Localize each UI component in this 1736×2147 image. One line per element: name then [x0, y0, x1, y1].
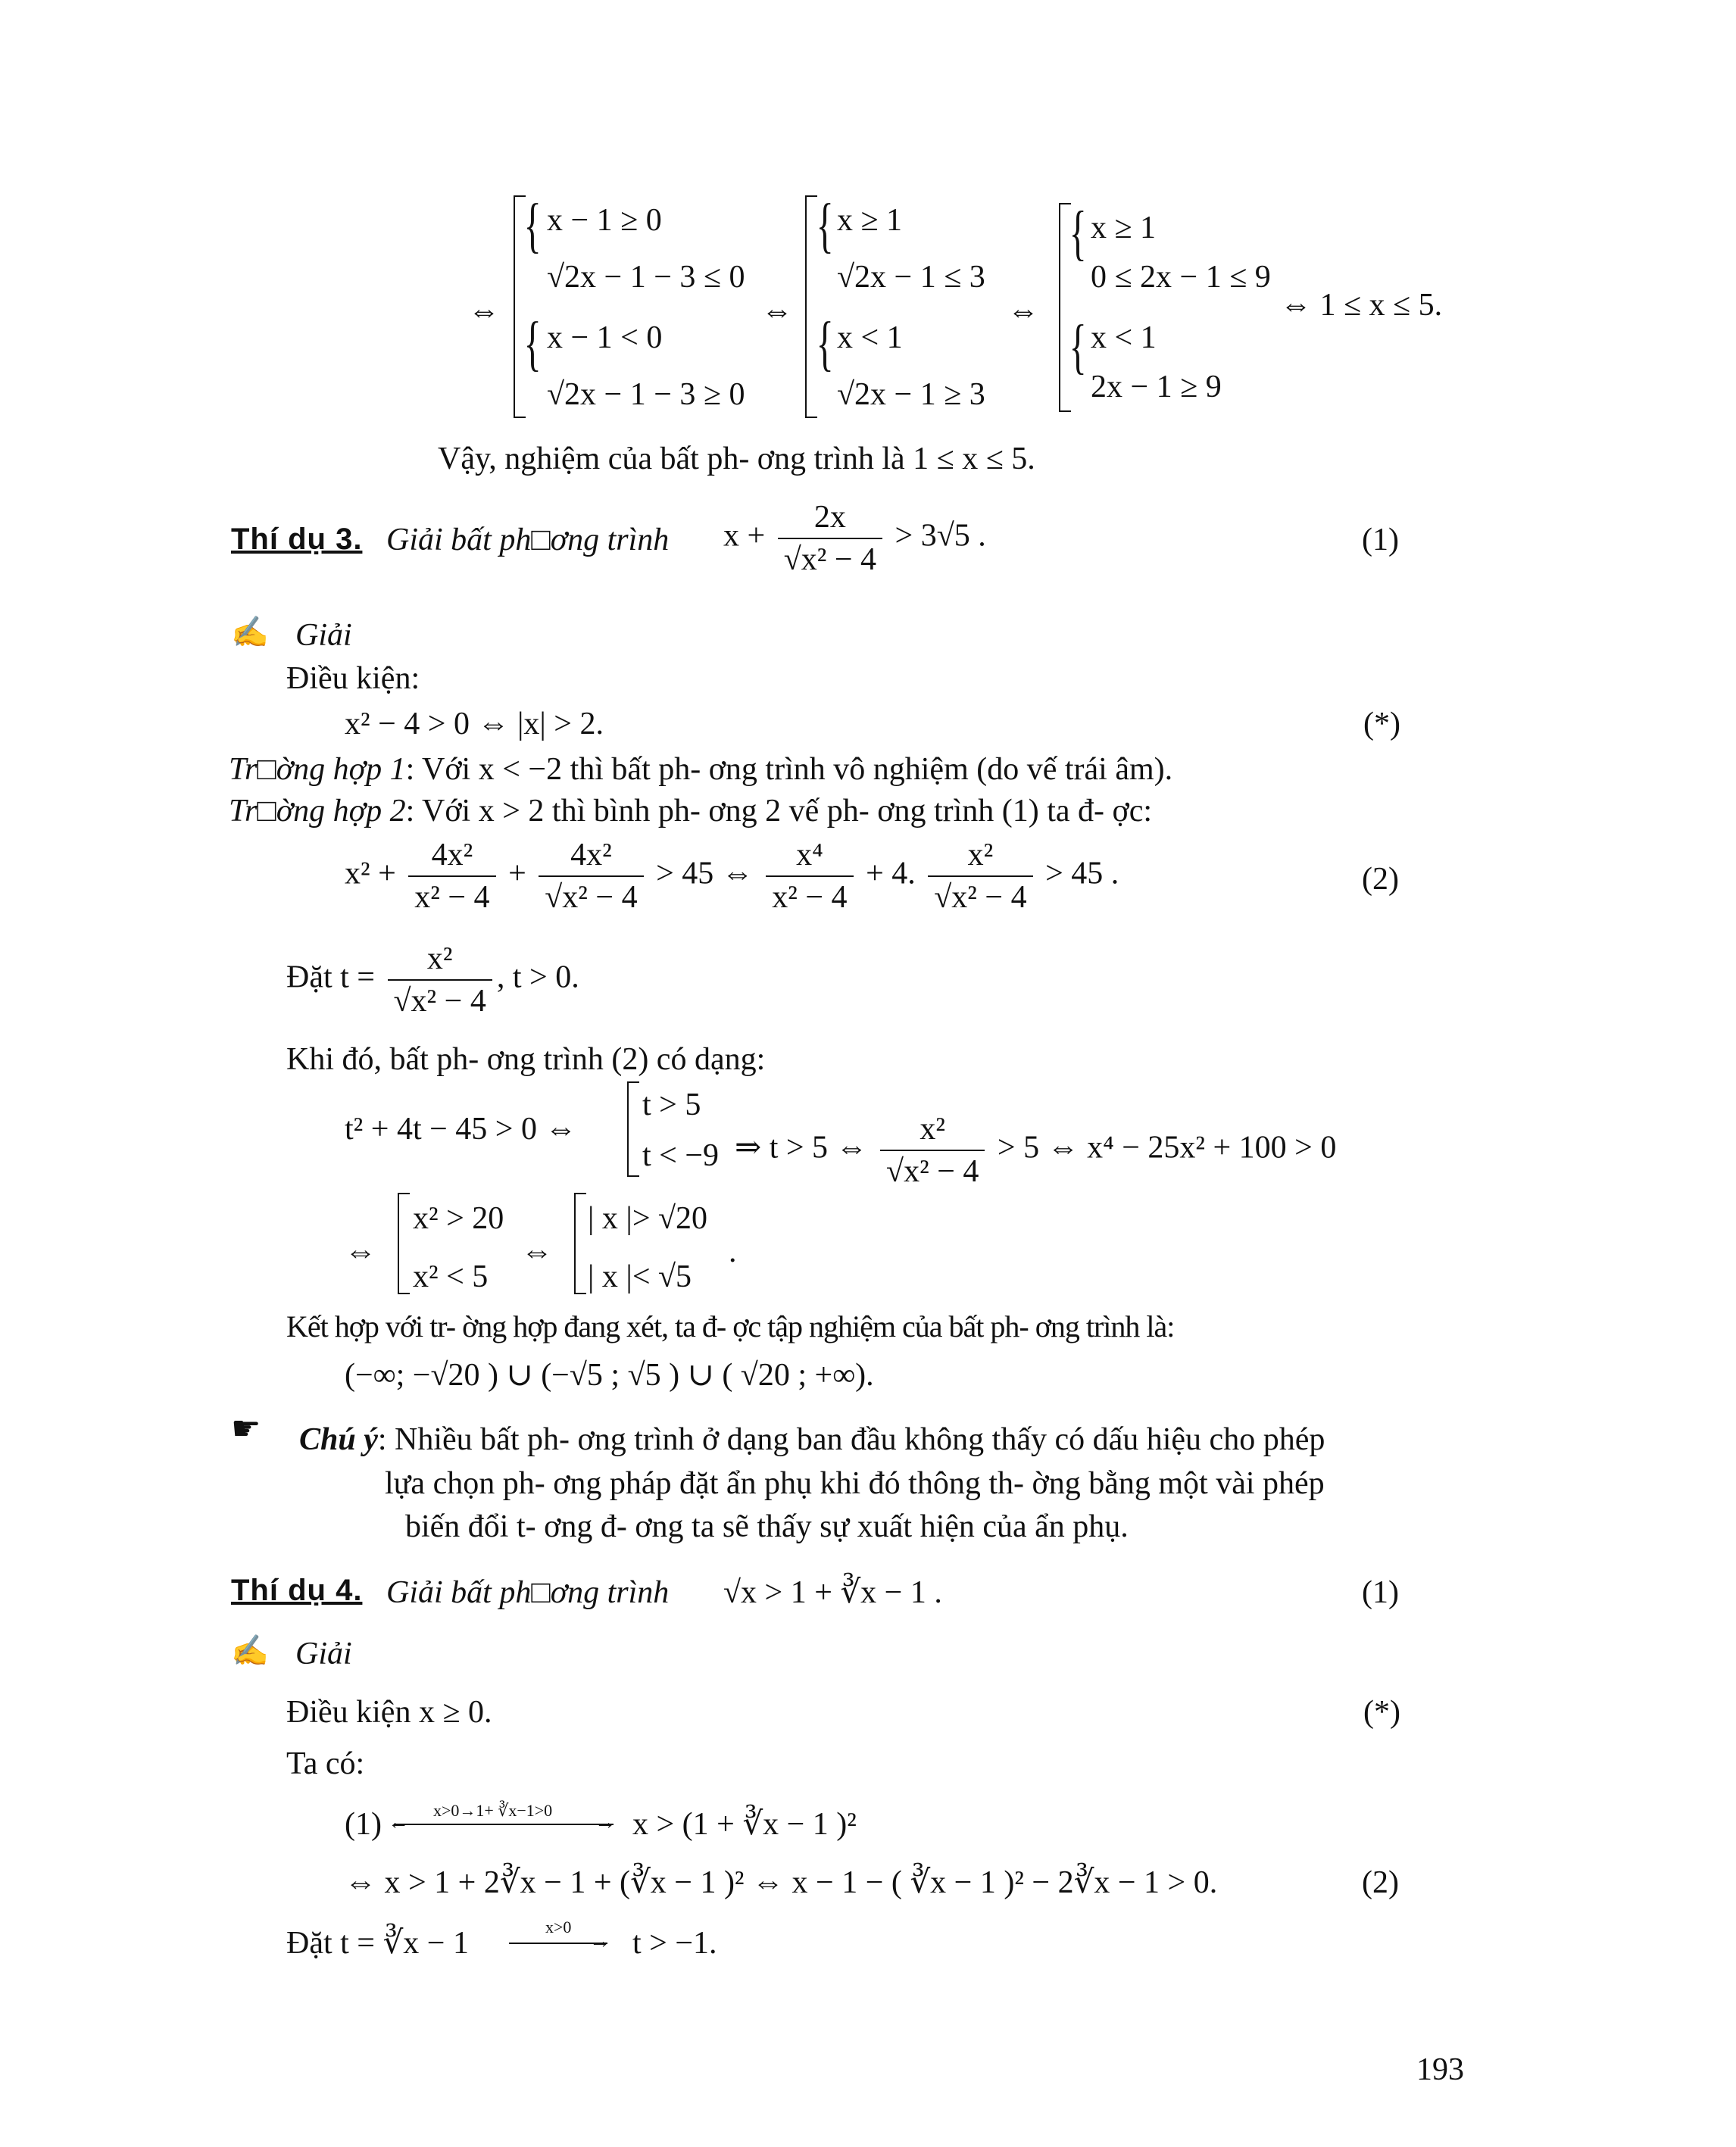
text-line: Kết hợp với tr- ờng hợp đang xét, ta đ- ợc tập nghiệm của bất ph- ơng trình là: [286, 1309, 1175, 1343]
example-3-heading: Thí dụ 3. [231, 523, 363, 556]
condition: x² − 4 > 0 ⇔ |x| > 2. [345, 707, 604, 741]
conclusion: Vậy, nghiệm của bất ph- ơng trình là 1 ≤ x ≤ 5. [438, 442, 1035, 476]
condition-tag: (*) [1363, 707, 1400, 741]
page-number: 193 [1416, 2052, 1464, 2087]
substitution: Đặt t = $\frac{\text{x²}}{\text{√x² − 4}}$ , t > 0. [286, 941, 579, 1019]
step-result: x > (1 + ∛x − 1 )² [632, 1807, 857, 1842]
equation-tag: (1) [1362, 523, 1399, 557]
brace: { [816, 192, 834, 259]
text-line: Ta có: [286, 1746, 365, 1781]
condition-tag: (*) [1363, 1695, 1400, 1730]
equiv-sign: ⇔ [345, 1234, 376, 1269]
pointing-hand-icon: ☛ [231, 1410, 261, 1447]
system-line: √2x − 1 ≤ 3 [837, 260, 985, 295]
note-line-1: Chú ý: Nhiều bất ph- ơng trình ở dạng ban đầu không thấy có dấu hiệu cho phép [299, 1422, 1325, 1457]
t-implication: ⇒ t > 5 ⇔ $\frac{\text{x²}}{\text{√x² − 4}}$ > 5 ⇔ x⁴ − 25x² + 100 > 0 [735, 1112, 1337, 1189]
pencil-icon: ✍ [231, 615, 269, 649]
equiv-sign: ⇔ [761, 294, 793, 329]
condition-label: Điều kiện: [286, 661, 420, 696]
case-2: Tr□ờng hợp 2: Với x > 2 thì bình ph- ơng 2 vế ph- ơng trình (1) ta đ- ợc: [229, 794, 1153, 829]
solution-set: (−∞; −√20 ) ∪ (−√5 ; √5 ) ∪ ( √20 ; +∞). [345, 1358, 874, 1393]
brace: { [523, 192, 542, 259]
note-line-2: lựa chọn ph- ơng pháp đặt ẩn phụ khi đó thông th- ờng bằng một vài phép [385, 1466, 1325, 1501]
text-line: Khi đó, bất ph- ơng trình (2) có dạng: [286, 1042, 766, 1077]
case-line: | x |< √5 [588, 1259, 692, 1294]
system-line: x − 1 < 0 [547, 320, 663, 355]
system-line: 0 ≤ 2x − 1 ≤ 9 [1091, 260, 1271, 295]
example-3-task: Giải bất ph□ơng trình [386, 523, 670, 557]
case-line: x² > 20 [413, 1201, 504, 1236]
system-line: 2x − 1 ≥ 9 [1091, 370, 1222, 404]
equiv-sign: ⇔ [1007, 294, 1039, 329]
long-arrow [394, 1824, 614, 1825]
system-line: x − 1 ≥ 0 [547, 203, 662, 238]
bracket [398, 1193, 410, 1294]
system-line: x ≥ 1 [837, 203, 903, 238]
arrow-condition: x>0 [545, 1918, 572, 1936]
system-line: √2x − 1 − 3 ≥ 0 [547, 377, 745, 412]
equation-tag: (1) [1362, 1575, 1399, 1610]
case-line: x² < 5 [413, 1259, 489, 1294]
example-4-task: Giải bất ph□ơng trình [386, 1575, 670, 1610]
substitution-result: t > −1. [632, 1926, 717, 1961]
equiv-sign: ⇔ [468, 294, 500, 329]
pencil-icon: ✍ [231, 1634, 269, 1668]
note-line-3: biến đổi t- ơng đ- ơng ta sẽ thấy sự xuất hiện của ẩn phụ. [405, 1509, 1129, 1544]
solution-heading: Giải [295, 1637, 352, 1671]
t-inequality: t² + 4t − 45 > 0 ⇔ [345, 1112, 577, 1147]
brace: { [1069, 200, 1087, 267]
condition: Điều kiện x ≥ 0. [286, 1695, 492, 1730]
case-1: Tr□ờng hợp 1: Với x < −2 thì bất ph- ơng trình vô nghiệm (do vế trái âm). [229, 752, 1173, 787]
example-4-equation: √x > 1 + ∛x − 1 . [723, 1575, 942, 1610]
system-line: √2x − 1 − 3 ≤ 0 [547, 260, 745, 295]
right-arrowhead: → [589, 1930, 610, 1953]
brace: { [816, 311, 834, 377]
case-line: t > 5 [642, 1088, 701, 1122]
equiv-sign: ⇔ [521, 1234, 553, 1269]
left-arrowhead: ← [388, 1811, 409, 1834]
result: ⇔ 1 ≤ x ≤ 5. [1280, 288, 1443, 323]
bracket [574, 1193, 586, 1294]
step-line: ⇔ x > 1 + 2∛x − 1 + (∛x − 1 )² ⇔ x − 1 − ( ∛x − 1 )² − 2∛x − 1 > 0. [345, 1865, 1218, 1900]
brace: { [1069, 314, 1087, 380]
brace: { [523, 311, 542, 377]
case-line: t < −9 [642, 1138, 720, 1173]
right-arrowhead: → [595, 1811, 616, 1834]
step-label: (1) [345, 1807, 382, 1842]
solution-heading: Giải [295, 618, 352, 653]
system-line: x < 1 [837, 320, 903, 355]
system-line: √2x − 1 ≥ 3 [837, 377, 985, 412]
system-line: x ≥ 1 [1091, 211, 1157, 245]
system-line: x < 1 [1091, 320, 1157, 355]
equation-2: x² + $\frac{\text{4x²}}{\text{x² − 4}}$ + $\frac{\text{4x²}}{\text{√x² − 4}}$ > 45 ⇔ $\frac{\text{x⁴}}{\text{x² − 4}}$ + 4. $\frac{\text{x²}}{\text{√x² − 4}}$ > 45 . [345, 838, 1119, 915]
bracket [805, 195, 817, 418]
period: . [729, 1234, 737, 1269]
arrow-condition: x>0→1+ ∛x−1>0 [433, 1801, 553, 1820]
equation-tag: (2) [1362, 1865, 1399, 1900]
example-4-heading: Thí dụ 4. [231, 1574, 363, 1607]
bracket [627, 1081, 639, 1177]
example-3-equation: x + $\frac{2x}{\text{√x² − 4}}$ > 3√5 . [723, 500, 986, 577]
equation-tag: (2) [1362, 862, 1399, 897]
case-line: | x |> √20 [588, 1201, 708, 1236]
substitution: Đặt t = ∛x − 1 [286, 1926, 469, 1961]
